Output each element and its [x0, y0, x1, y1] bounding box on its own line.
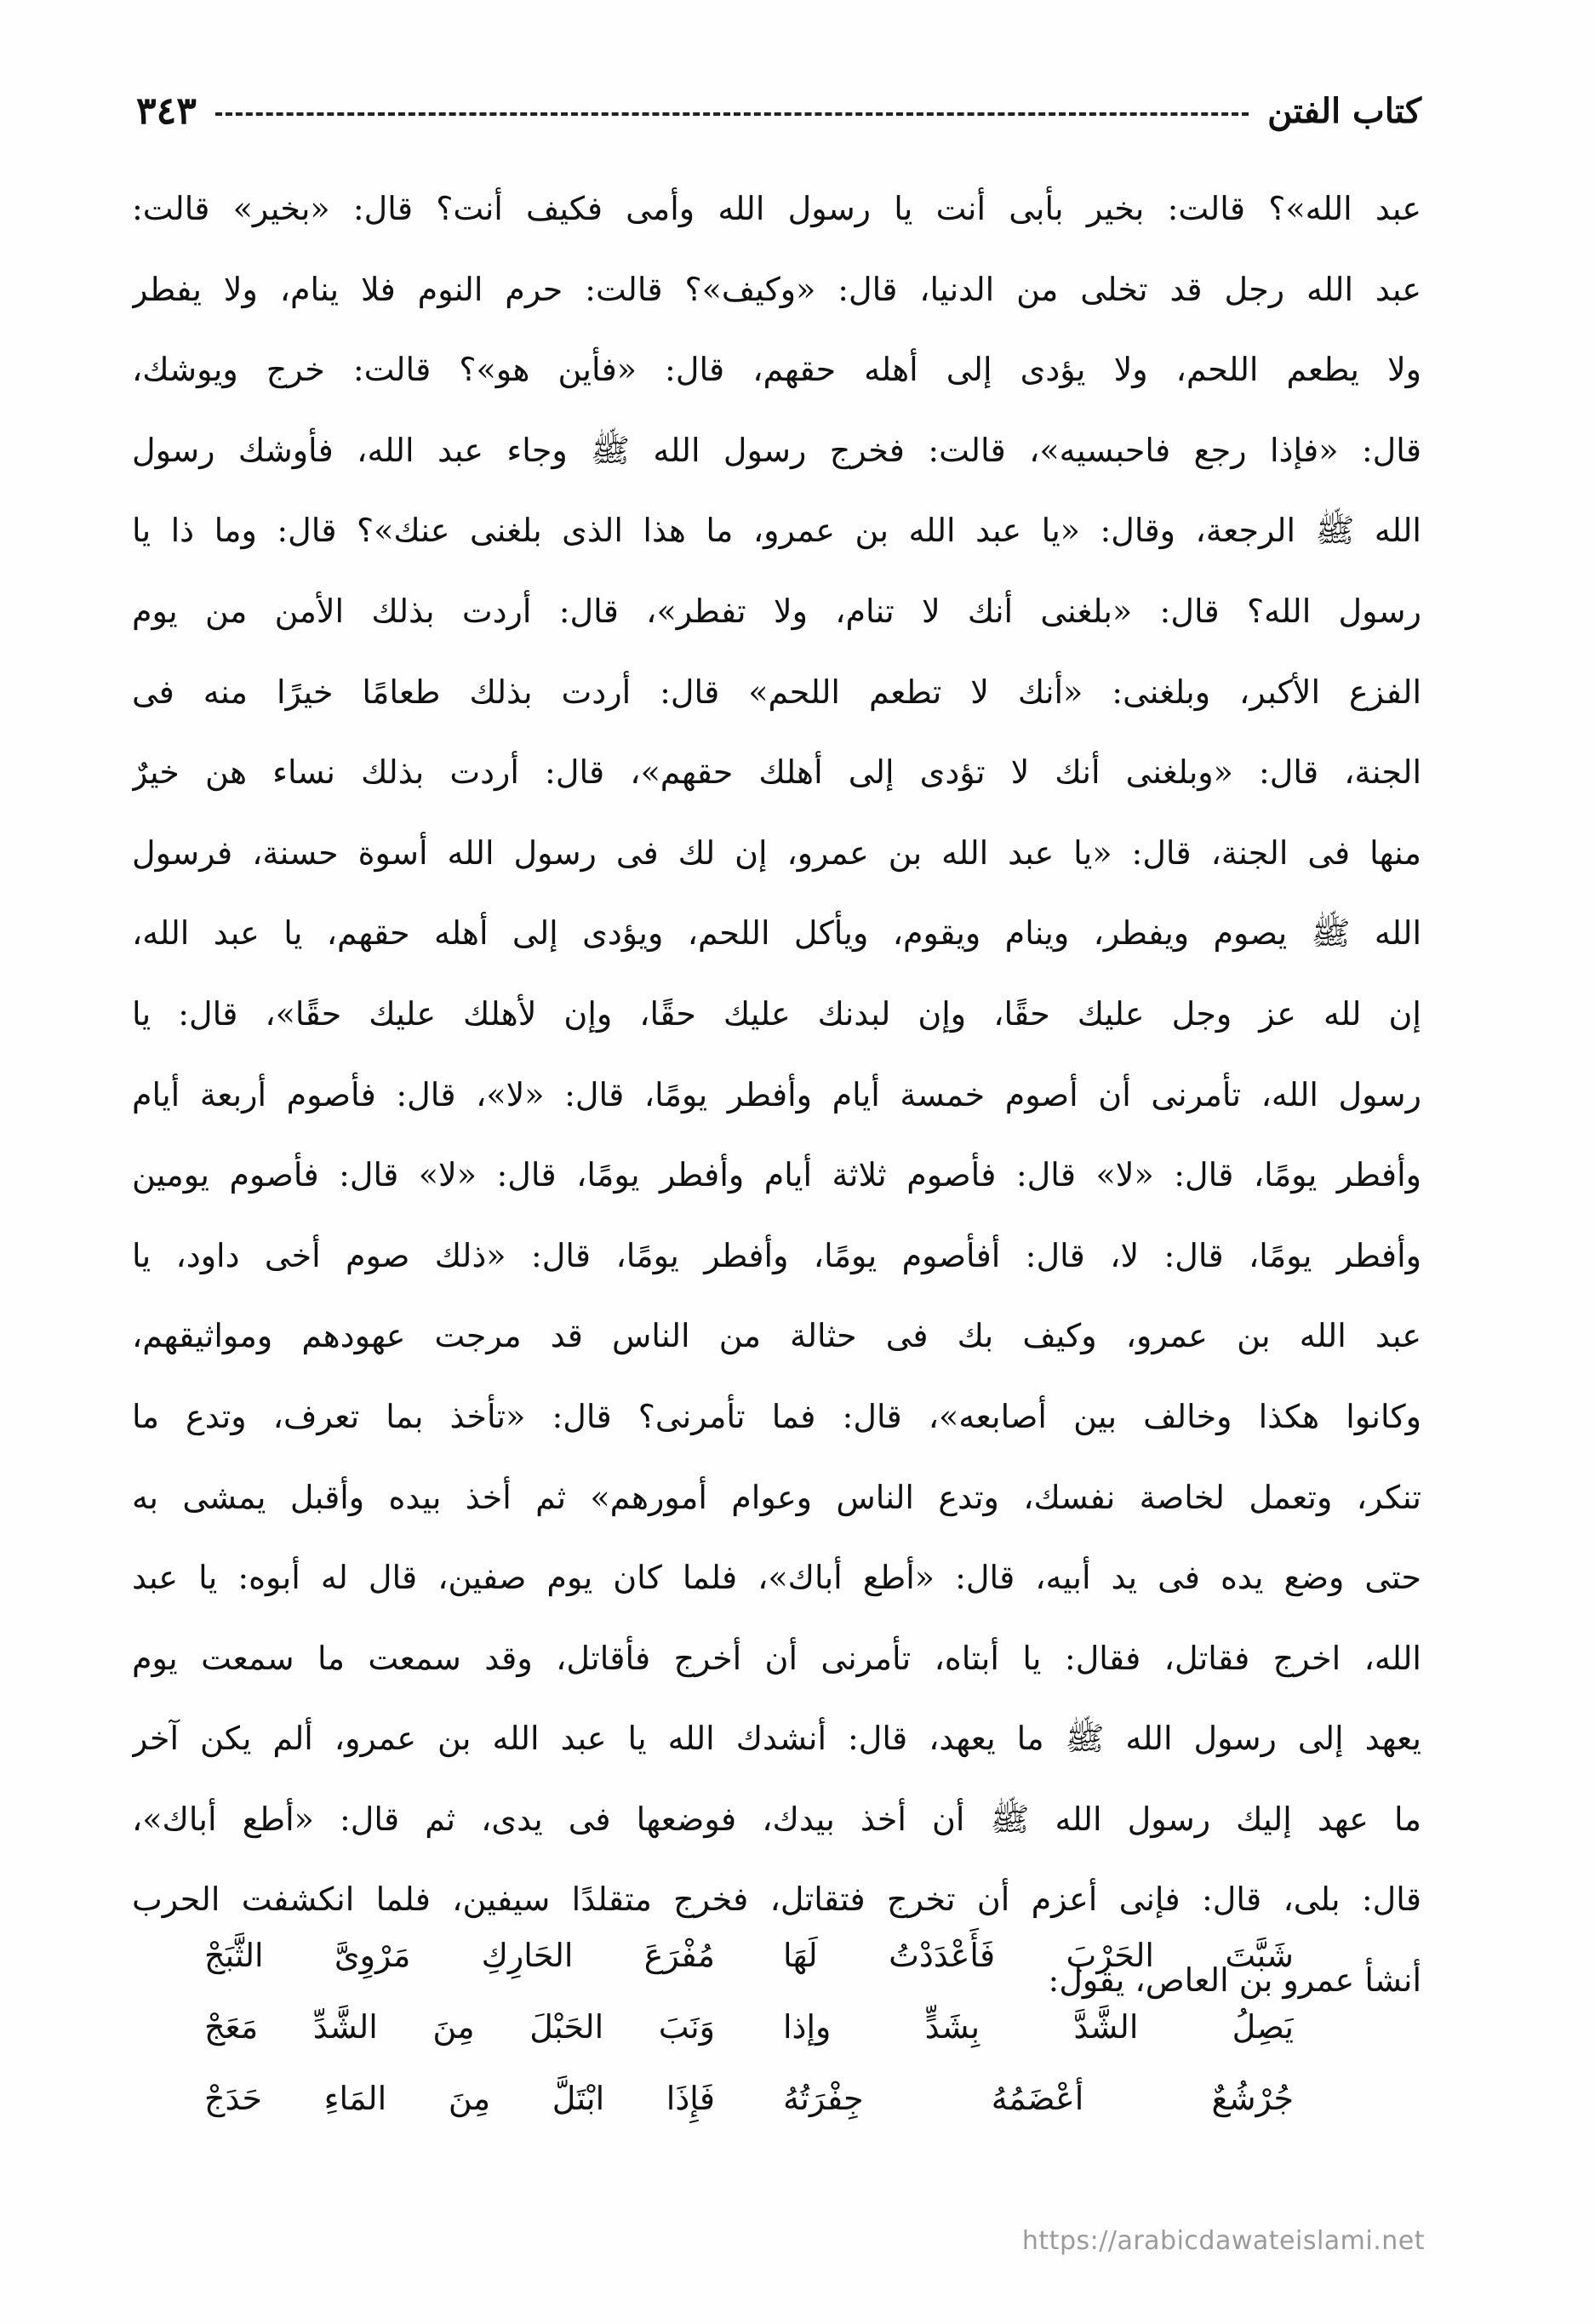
- poem: [204, 1920, 1294, 2134]
- poem-verse: [204, 2063, 1294, 2134]
- watermark-url: https://arabicdawateislami.net: [1021, 2226, 1425, 2256]
- text-line: الفزع الأكبر، وبلغنى: «أنك لا تطعم اللحم» قال: أردت بذلك طعامًا خيرًا منه فى: [132, 673, 1421, 711]
- verse-first-hemistich: جُرْشُعٌ أعْضَمُهُ جِفْرَتُهُ: [783, 2080, 1294, 2117]
- text-line: عبد الله»؟ قالت: بخير بأبى أنت يا رسول الله وأمى فكيف أنت؟ قال: «بخير» قالت:: [132, 190, 1421, 227]
- text-line: رسول الله، تأمرنى أن أصوم خمسة أيام وأفطر يومًا، قال: «لا»، قال: فأصوم أربعة أيام: [132, 1075, 1421, 1113]
- page-header: [136, 81, 1421, 140]
- verse-second-hemistich: فَإِذَا ابْتَلَّ مِنَ المَاءِ حَدَجْ: [204, 2080, 715, 2117]
- text-line: ما عهد إليك رسول الله ﷺ أن أخذ بيدك، فوضعها فى يدى، ثم قال: «أطع أباك»،: [132, 1800, 1421, 1838]
- text-line: عبد الله بن عمرو، وكيف بك فى حثالة من الناس قد مرجت عهودهم ومواثيقهم،: [132, 1317, 1421, 1355]
- text-line: عبد الله رجل قد تخلى من الدنيا، قال: «وكيف»؟ قالت: حرم النوم فلا ينام، ولا يفطر: [132, 270, 1421, 308]
- text-line: الله ﷺ يصوم ويفطر، وينام ويقوم، ويأكل اللحم، ويؤدى إلى أهله حقهم، يا عبد الله،: [132, 914, 1421, 953]
- text-line: وأفطر يومًا، قال: لا، قال: أفأصوم يومًا، وأفطر يومًا، قال: «ذلك صوم أخى داود، يا: [132, 1236, 1421, 1274]
- verse-first-hemistich: شَبَّتَ الحَرْبَ فَأَعْدَدْتُ لَهَا: [783, 1937, 1294, 1974]
- text-line: الجنة، قال: «وبلغنى أنك لا تؤدى إلى أهلك حقهم»، قال: أردت بذلك نساء هن خيرٌ: [132, 753, 1421, 792]
- verse-second-hemistich: وَنَبَ الحَبْلَ مِنَ الشَّدِّ مَعَجْ: [204, 2008, 715, 2046]
- text-line: حتى وضع يده فى يد أبيه، قال: «أطع أباك»، فلما كان يوم صفين، قال له أبوه: يا عبد: [132, 1559, 1421, 1597]
- text-line: يعهد إلى رسول الله ﷺ ما يعهد، قال: أنشدك الله يا عبد الله بن عمرو، ألم يكن آخر: [132, 1720, 1421, 1758]
- text-line: أنشأ عمرو بن العاص، يقول:: [1048, 1961, 1421, 2000]
- main-text: [132, 169, 1421, 2021]
- text-line: الله، اخرج فقاتل، فقال: يا أبتاه، تأمرنى أن أخرج فأقاتل، وقد سمعت ما سمعت يوم: [132, 1639, 1421, 1677]
- text-line: رسول الله؟ قال: «بلغنى أنك لا تنام، ولا تفطر»، قال: أردت بذلك الأمن من يوم: [132, 592, 1421, 630]
- header-divider: [215, 112, 1249, 116]
- text-line: قال: بلى، قال: فإنى أعزم أن تخرج فتقاتل، فخرج متقلدًا سيفين، فلما انكشفت الحرب: [132, 1880, 1421, 1919]
- verse-first-hemistich: يَصِلُ الشَّدَّ بِشَدٍّ وإذا: [783, 2008, 1294, 2046]
- poem-verse: [204, 1991, 1294, 2063]
- text-line: وأفطر يومًا، قال: «لا» قال: فأصوم ثلاثة أيام وأفطر يومًا، قال: «لا» قال: فأصوم يومين: [132, 1156, 1421, 1194]
- poem-verse: [204, 1920, 1294, 1991]
- text-line: منها فى الجنة، قال: «يا عبد الله بن عمرو، إن لك فى رسول الله أسوة حسنة، فرسول: [132, 833, 1421, 872]
- text-line: الله ﷺ الرجعة، وقال: «يا عبد الله بن عمرو، ما هذا الذى بلغنى عنك»؟ قال: وما ذا يا: [132, 512, 1421, 550]
- text-line: إن لله عز وجل عليك حقًا، وإن لبدنك عليك حقًا، وإن لأهلك عليك حقًا»، قال: يا: [132, 994, 1421, 1033]
- text-line: تنكر، وتعمل لخاصة نفسك، وتدع الناس وعوام أمورهم» ثم أخذ بيده وأقبل يمشى به: [132, 1478, 1421, 1516]
- text-line: قال: «فإذا رجع فاحبسيه»، قالت: فخرج رسول الله ﷺ وجاء عبد الله، فأوشك رسول: [132, 431, 1421, 469]
- text-line: ولا يطعم اللحم، ولا يؤدى إلى أهله حقهم، قال: «فأين هو»؟ قالت: خرج ويوشك،: [132, 351, 1421, 389]
- verse-second-hemistich: مُفْرَعَ الحَارِكِ مَرْوِىَّ الثَّبَجْ: [204, 1937, 715, 1974]
- page-number: ٣٤٣: [136, 89, 197, 133]
- chapter-title: كتاب الفتن: [1267, 90, 1421, 131]
- text-line: وكانوا هكذا وخالف بين أصابعه»، قال: فما تأمرنى؟ قال: «تأخذ بما تعرف، وتدع ما: [132, 1397, 1421, 1435]
